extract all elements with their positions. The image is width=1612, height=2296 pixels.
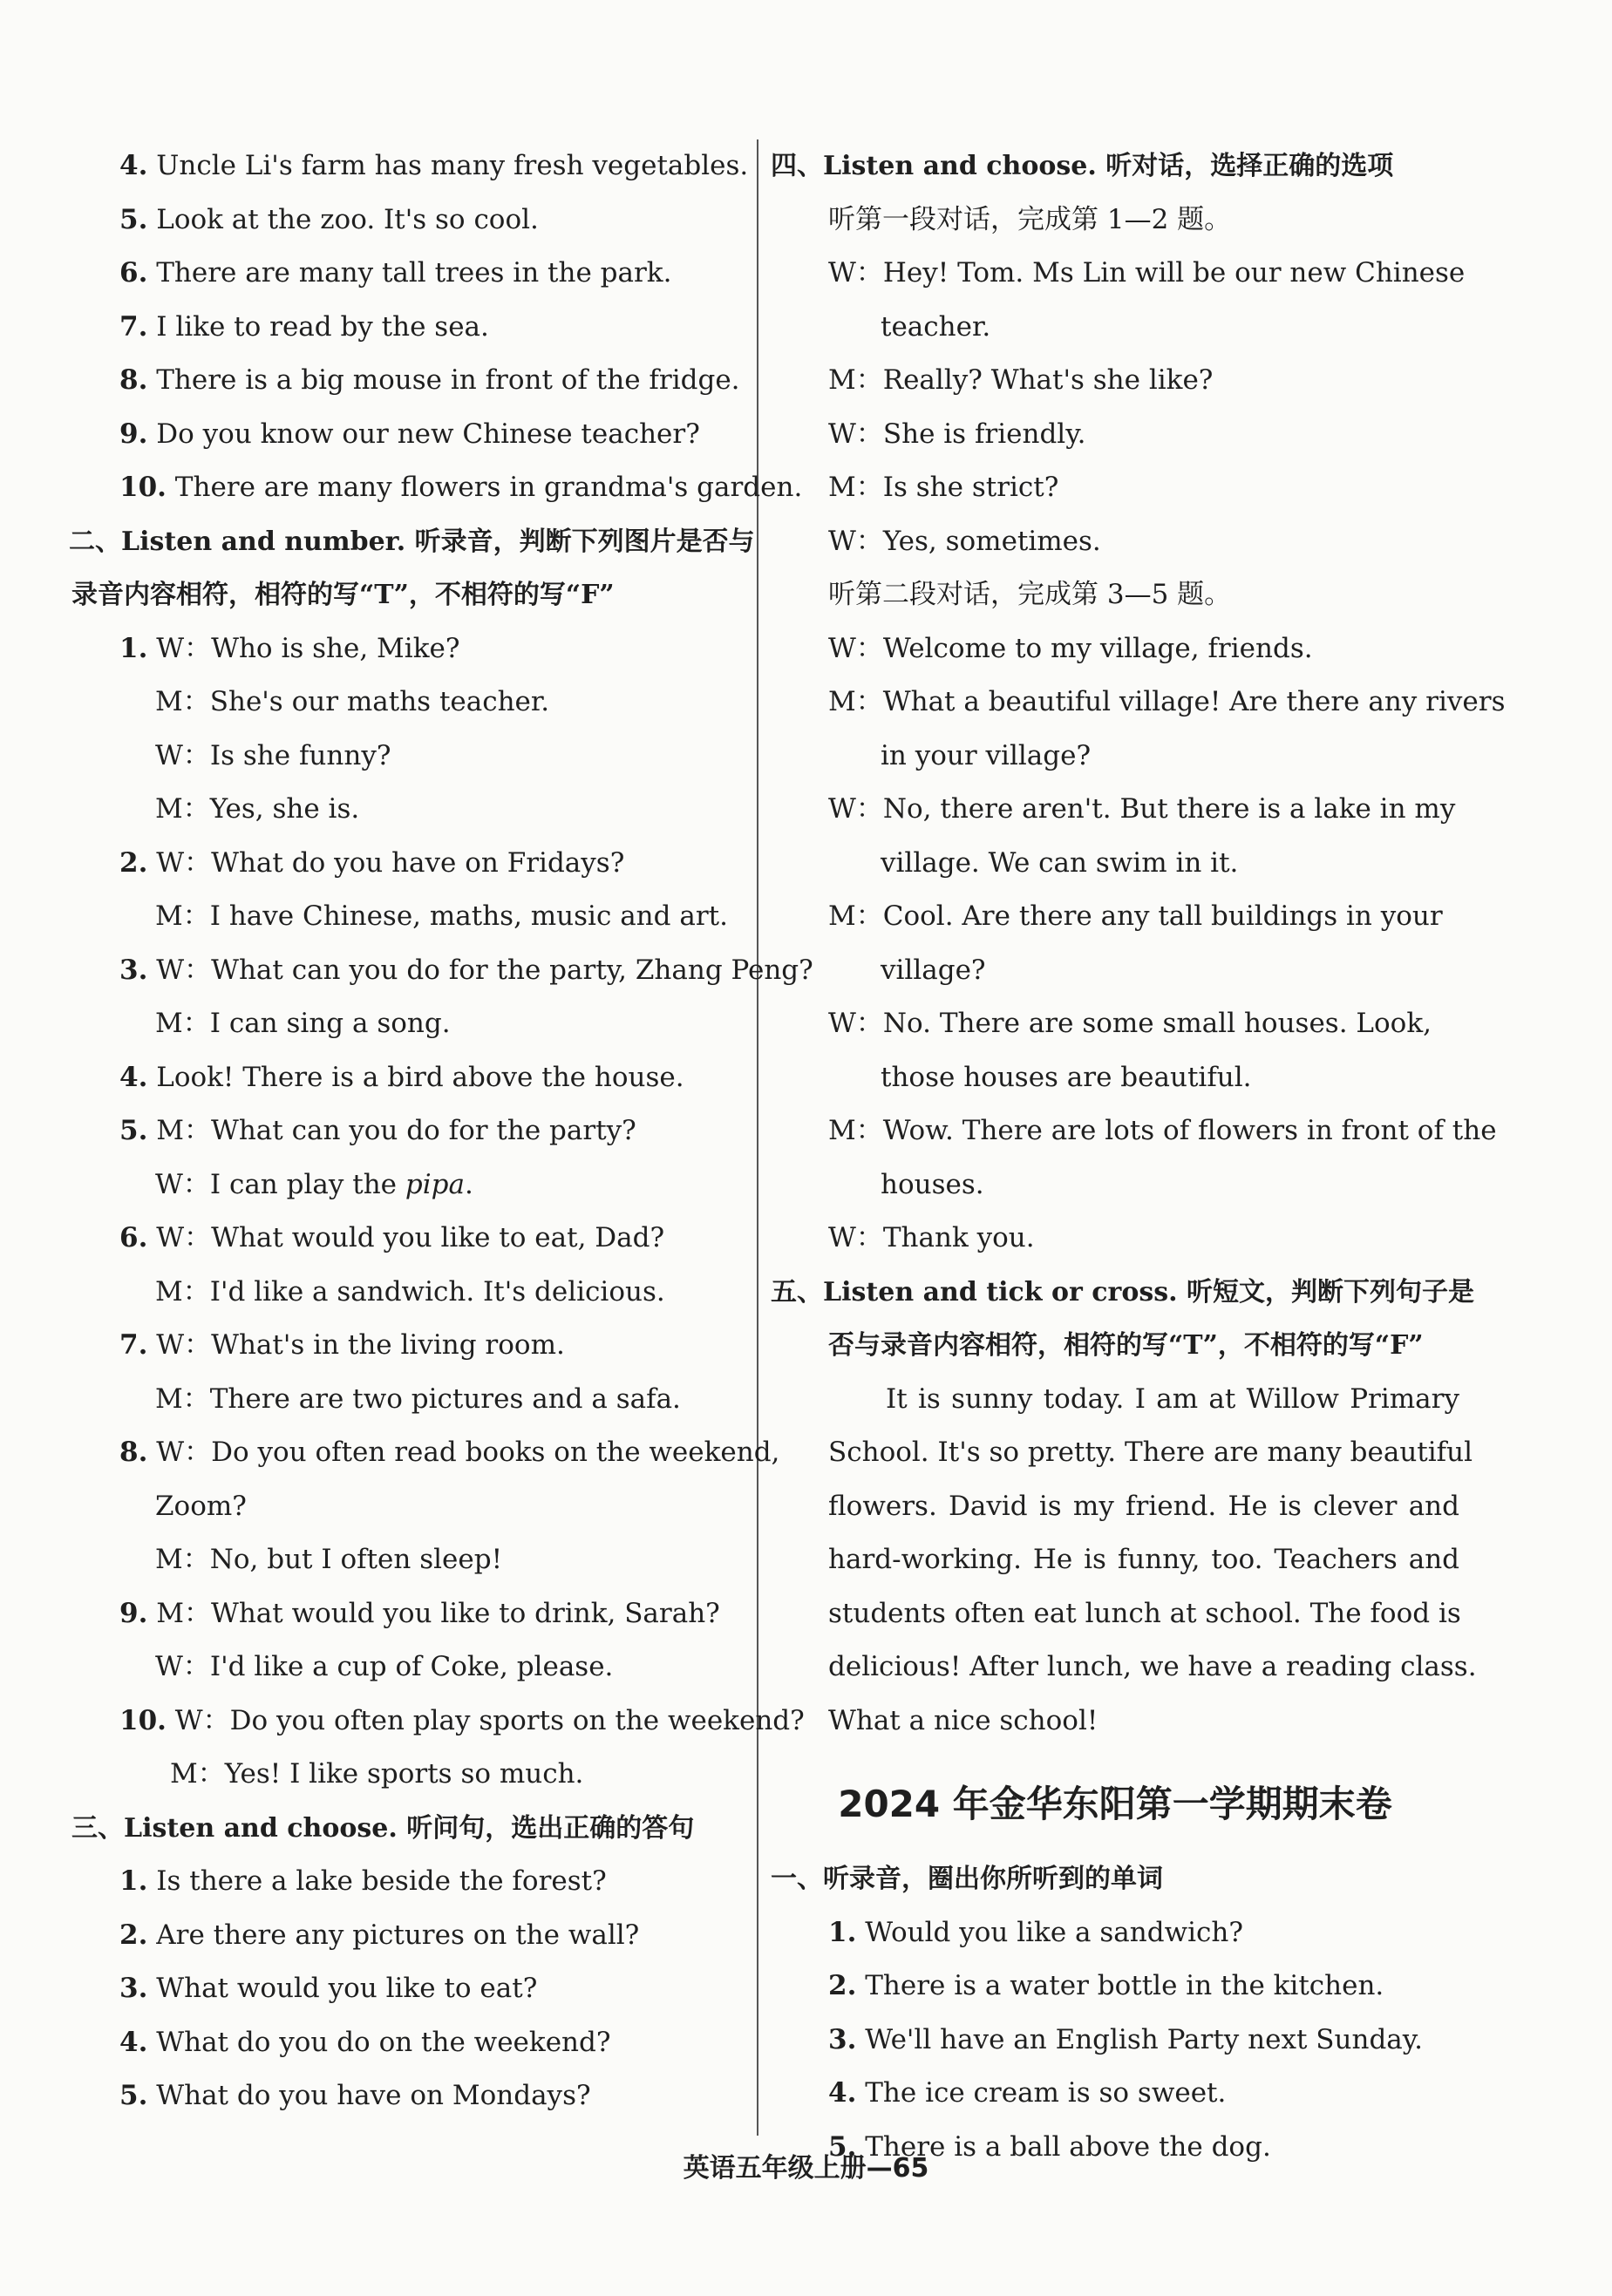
section-1-heading: 一、听录音，圈出你所听到的单词 xyxy=(771,1864,1163,1894)
passage-line: delicious! After lunch, we have a reading class. xyxy=(828,1651,1477,1682)
dialog-line: M：Yes, she is. xyxy=(155,793,360,825)
dialog-line: 7. W：What's in the living room. xyxy=(119,1329,565,1361)
section-2-heading-cont: 录音内容相符，相符的写“T”，不相符的写“F” xyxy=(71,580,615,610)
list-item: 3. What would you like to eat? xyxy=(119,1973,538,2004)
list-item: 4. What do you do on the weekend? xyxy=(119,2026,611,2058)
list-item: 5. Look at the zoo. It's so cool. xyxy=(119,203,539,235)
list-item: 2. Are there any pictures on the wall? xyxy=(119,1919,640,1951)
list-item: 4. Uncle Li's farm has many fresh vegetables. xyxy=(119,150,749,181)
list-item: 4. The ice cream is so sweet. xyxy=(828,2077,1227,2109)
dialog-line: W：No, there aren't. But there is a lake in my xyxy=(828,793,1456,825)
passage-line: hard-working. He is funny, too. Teachers and xyxy=(828,1544,1459,1575)
left-column xyxy=(69,139,813,2123)
list-item: 3. We'll have an English Party next Sunday. xyxy=(828,2023,1424,2055)
dialog-line: 9. M：What would you like to drink, Sarah? xyxy=(119,1597,720,1629)
right-column xyxy=(771,139,1506,2174)
dialog-line: W：She is friendly. xyxy=(828,418,1086,450)
dialog-line: M：I'd like a sandwich. It's delicious. xyxy=(155,1275,665,1308)
dialog-line: village? xyxy=(881,954,986,986)
dialog-line: M：Really? What's she like? xyxy=(828,364,1214,396)
dialog-line: W：Yes, sometimes. xyxy=(828,525,1101,557)
dialog-line: M：Cool. Are there any tall buildings in your xyxy=(828,900,1443,932)
dialog-line: M：She's our maths teacher. xyxy=(155,686,550,717)
dialog-line: 4. Look! There is a bird above the house. xyxy=(119,1061,684,1093)
dialog-line: M：Yes! I like sports so much. xyxy=(170,1758,584,1790)
dialog-line: W：Thank you. xyxy=(828,1222,1035,1253)
dialog-line: W：I'd like a cup of Coke, please. xyxy=(155,1651,614,1682)
dialog-line: M：I can sing a song. xyxy=(155,1008,451,1039)
dialog-line: 5. M：What can you do for the party? xyxy=(119,1115,636,1146)
list-item: 8. There is a big mouse in front of the fridge. xyxy=(119,364,740,396)
section-5-heading: 五、Listen and tick or cross. 听短文，判断下列句子是 xyxy=(771,1276,1475,1308)
dialog-line: teacher. xyxy=(881,310,991,343)
dialog-line: those houses are beautiful. xyxy=(881,1061,1252,1093)
dialog-line: village. We can swim in it. xyxy=(881,846,1239,879)
dialog-line: W：Is she funny? xyxy=(155,739,391,771)
list-item: 10. There are many flowers in grandma's garden. xyxy=(119,472,803,503)
list-item: 7. I like to read by the sea. xyxy=(119,310,489,343)
dialog-line: W：No. There are some small houses. Look, xyxy=(828,1008,1432,1039)
list-item: 9. Do you know our new Chinese teacher? xyxy=(119,418,700,450)
section-3-heading: 三、Listen and choose. 听问句，选出正确的答句 xyxy=(71,1812,695,1844)
passage-line: flowers. David is my friend. He is clever and xyxy=(828,1490,1459,1522)
section-2-heading: 二、Listen and number. 听录音，判断下列图片是否与 xyxy=(69,526,755,557)
list-item: 1. Is there a lake beside the forest? xyxy=(119,1865,607,1897)
dialog-line: M：No, but I often sleep! xyxy=(155,1544,503,1575)
list-item: 6. There are many tall trees in the park. xyxy=(119,257,672,289)
list-item: 5. There is a ball above the dog. xyxy=(828,2130,1271,2163)
section-4-heading: 四、Listen and choose. 听对话，选择正确的选项 xyxy=(771,151,1394,181)
dialog-line: in your village? xyxy=(881,739,1092,771)
dialog-intro: 听第二段对话，完成第 3—5 题。 xyxy=(828,579,1232,610)
section-5-heading-cont: 否与录音内容相符，相符的写“T”，不相符的写“F” xyxy=(828,1330,1424,1361)
exam-title: 2024 年金华东阳第一学期期末卷 xyxy=(838,1783,1392,1825)
dialog-line: W：I can play the pipa. xyxy=(155,1168,473,1200)
dialog-intro: 听第一段对话，完成第 1—2 题。 xyxy=(828,203,1232,235)
dialog-line: W：Hey! Tom. Ms Lin will be our new Chinese xyxy=(828,257,1466,289)
dialog-line: W：Welcome to my village, friends. xyxy=(828,632,1313,664)
dialog-line: 10. W：Do you often play sports on the weekend? xyxy=(119,1704,805,1736)
dialog-line: 3. W：What can you do for the party, Zhang Peng? xyxy=(119,954,813,986)
passage-line: It is sunny today. I am at Willow Primary xyxy=(886,1382,1459,1415)
page-footer: 英语五年级上册—65 xyxy=(683,2153,929,2184)
dialog-line: M：I have Chinese, maths, music and art. xyxy=(155,900,728,932)
dialog-line: 6. W：What would you like to eat, Dad? xyxy=(119,1222,665,1253)
passage-line: What a nice school! xyxy=(828,1704,1098,1736)
list-item: 2. There is a water bottle in the kitchen. xyxy=(828,1970,1384,2001)
dialog-line: M：There are two pictures and a safa. xyxy=(155,1382,681,1415)
dialog-line: M：Wow. There are lots of flowers in front of the xyxy=(828,1115,1497,1146)
list-item: 5. What do you have on Mondays? xyxy=(119,2080,591,2111)
column-divider xyxy=(757,139,758,2136)
dialog-line: houses. xyxy=(881,1168,984,1200)
dialog-line: 8. W：Do you often read books on the weekend, xyxy=(119,1437,780,1468)
dialog-line: 1. W：Who is she, Mike? xyxy=(119,632,460,664)
dialog-line: Zoom? xyxy=(155,1490,247,1522)
passage-line: School. It's so pretty. There are many beautiful xyxy=(828,1437,1473,1468)
passage-line: students often eat lunch at school. The food is xyxy=(828,1597,1461,1629)
dialog-line: M：What a beautiful village! Are there any rivers xyxy=(828,686,1506,717)
list-item: 1. Would you like a sandwich? xyxy=(828,1916,1243,1948)
dialog-line: 2. W：What do you have on Fridays? xyxy=(119,846,625,879)
dialog-line: M：Is she strict? xyxy=(828,472,1059,503)
